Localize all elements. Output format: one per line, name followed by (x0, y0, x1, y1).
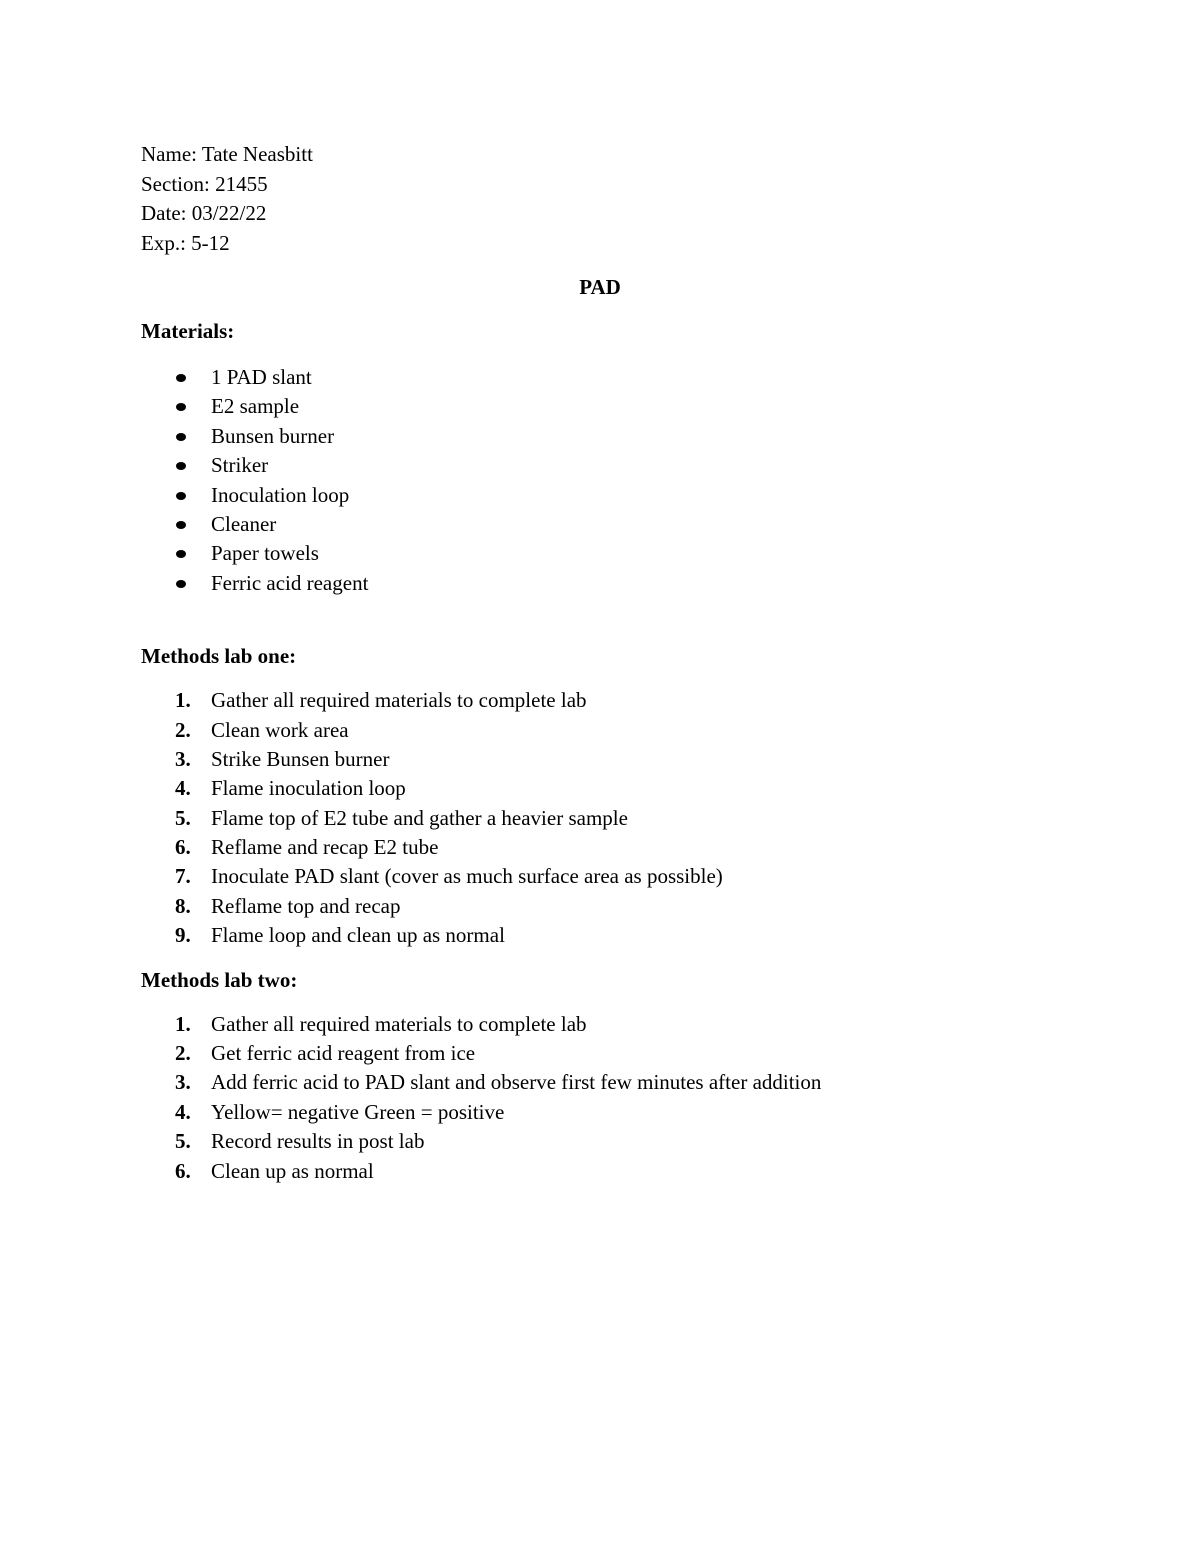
step-number: 6. (175, 835, 191, 860)
step-text: Yellow= negative Green = positive (211, 1099, 505, 1124)
list-item (141, 1068, 1061, 1097)
step-text: Clean up as normal (211, 1158, 374, 1183)
step-number: 8. (175, 893, 191, 918)
step-text: Reflame and recap E2 tube (211, 835, 439, 860)
bullet-icon (176, 492, 186, 500)
material-label: 1 PAD slant (211, 365, 312, 389)
list-item (141, 1127, 1061, 1156)
step-number: 1. (175, 1011, 191, 1036)
date-line: Date: 03/22/22 (141, 201, 267, 225)
list-item (141, 1098, 1061, 1127)
step-text: Gather all required materials to complete lab (211, 688, 587, 713)
methods-lab-two-list (141, 1010, 1061, 1186)
list-item (141, 745, 1061, 774)
bullet-icon (176, 521, 186, 529)
methods-lab-one-list (141, 686, 1061, 951)
list-item (141, 451, 1061, 480)
step-number: 6. (175, 1158, 191, 1183)
list-item (141, 392, 1061, 421)
material-label: Paper towels (211, 541, 319, 566)
material-label: Ferric acid reagent (211, 570, 369, 595)
list-item (141, 1010, 1061, 1039)
bullet-icon (176, 403, 186, 411)
material-label: E2 sample (211, 394, 300, 419)
step-number: 3. (175, 1070, 191, 1095)
methods-lab-two-heading: Methods lab two: (141, 967, 298, 992)
student-name: Name: Tate Neasbitt (141, 142, 313, 166)
step-number: 4. (175, 1099, 191, 1124)
step-text: Reflame top and recap (211, 893, 401, 918)
step-number: 5. (175, 805, 191, 830)
step-text: Gather all required materials to complete lab (211, 1011, 587, 1036)
step-text: Flame top of E2 tube and gather a heavier sample (211, 805, 628, 830)
bullet-icon (176, 580, 186, 588)
list-item (141, 1157, 1061, 1186)
material-label: Cleaner (211, 511, 277, 536)
materials-heading: Materials: (141, 319, 235, 343)
step-text: Flame loop and clean up as normal (211, 923, 505, 948)
step-text: Add ferric acid to PAD slant and observe first few minutes after addition (211, 1070, 822, 1095)
step-number: 2. (175, 717, 191, 742)
list-item (141, 833, 1061, 862)
section-number: Section: 21455 (141, 171, 268, 196)
step-number: 4. (175, 776, 191, 801)
experiment-number: Exp.: 5-12 (141, 230, 230, 255)
step-text: Record results in post lab (211, 1129, 425, 1154)
materials-list (141, 363, 1061, 598)
step-text: Inoculate PAD slant (cover as much surface area as possible) (211, 864, 723, 889)
step-text: Flame inoculation loop (211, 776, 406, 801)
step-text: Clean work area (211, 717, 349, 742)
step-number: 9. (175, 923, 191, 948)
step-number: 2. (175, 1041, 191, 1066)
material-label: Striker (211, 453, 269, 478)
step-number: 3. (175, 746, 191, 771)
step-number: 7. (175, 864, 191, 889)
bullet-icon (176, 462, 186, 470)
bullet-icon (176, 374, 186, 382)
document-page (141, 140, 1061, 1186)
material-label: Inoculation loop (211, 482, 350, 507)
list-item (141, 510, 1061, 539)
list-item (141, 539, 1061, 568)
list-item (141, 686, 1061, 715)
list-item (141, 716, 1061, 745)
step-text: Strike Bunsen burner (211, 746, 390, 771)
list-item (141, 862, 1061, 891)
list-item (141, 804, 1061, 833)
list-item (141, 1039, 1061, 1068)
list-item (141, 363, 1061, 392)
list-item (141, 481, 1061, 510)
step-text: Get ferric acid reagent from ice (211, 1041, 476, 1066)
list-item (141, 774, 1061, 803)
bullet-icon (176, 433, 186, 441)
list-item (141, 569, 1061, 598)
material-label: Bunsen burner (211, 423, 335, 448)
list-item (141, 422, 1061, 451)
methods-lab-one-heading: Methods lab one: (141, 644, 297, 669)
step-number: 5. (175, 1129, 191, 1154)
bullet-icon (176, 550, 186, 558)
list-item (141, 921, 1061, 950)
document-title: PAD (579, 275, 621, 299)
list-item (141, 892, 1061, 921)
step-number: 1. (175, 688, 191, 713)
